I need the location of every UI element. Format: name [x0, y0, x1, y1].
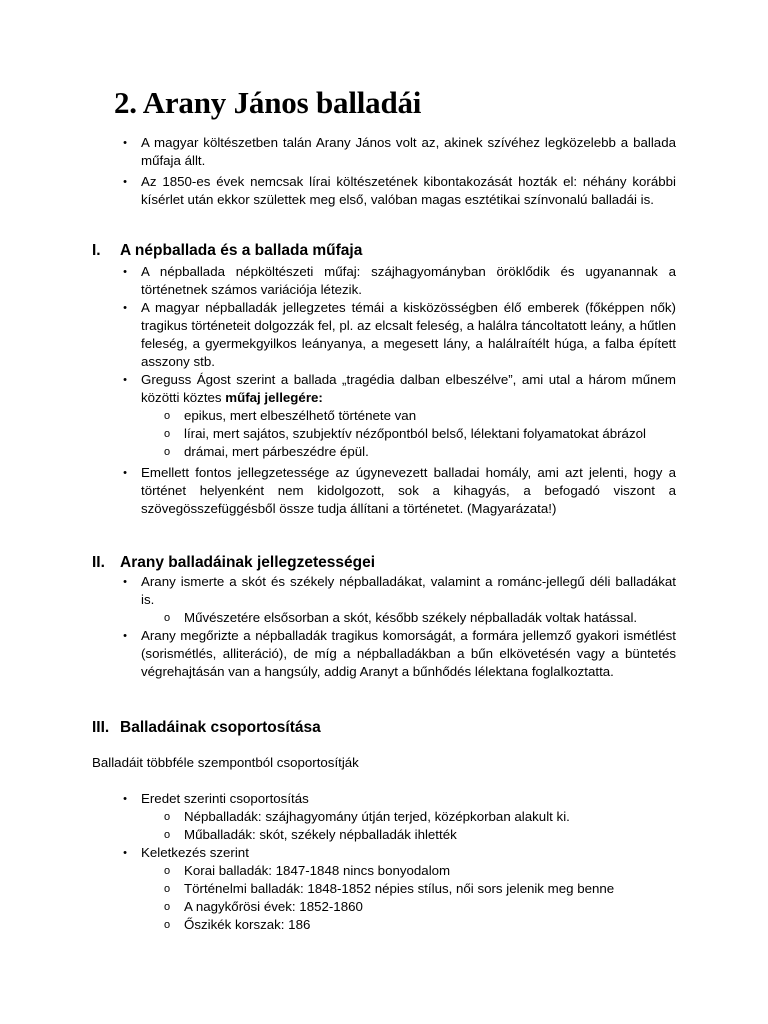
intro-list	[123, 134, 676, 209]
sub-list-item: o epikus, mert elbeszélhető története van	[163, 408, 417, 423]
section3-list	[123, 790, 676, 934]
sub-bullet-icon: o	[163, 919, 171, 931]
bullet-icon: •	[123, 302, 127, 314]
sub-list-item: o Őszikék korszak: 186	[163, 917, 311, 932]
list-item: • Greguss Ágost szerint a ballada „tragédia dalban elbeszélve”, ami utal a három műnem közötti köztes műfaj jellegére:	[141, 371, 676, 407]
list-item: • A népballada népköltészeti műfaj: szájhagyományban öröklődik és ugyanannak a történetnek számos variációja létezik.	[141, 263, 676, 299]
sub-list-item: o A nagykőrösi évek: 1852-1860	[163, 899, 363, 914]
list-item: • Emellett fontos jellegzetessége az úgynevezett balladai homály, ami azt jelenti, hogy a történet helyenként nem kidolgozott, sok a kihagyás, a befogadó viszont a szövegösszefüggésből össze tudja állítani a történetet. (Magyarázata!)	[141, 464, 676, 518]
bullet-icon: •	[123, 266, 127, 278]
section3-sublist	[163, 808, 676, 844]
list-item: • Keletkezés szerint	[141, 844, 676, 862]
list-item: • A magyar népballadák jellegzetes témái a kisközösségben élő emberek (főképpen nők) tragikus történeteit dolgozzák fel, pl. az elcsalt feleség, a halálra táncoltatott leány, a hűtlen feleség, a gyermekgyilkos leányanya, a megesett lány, a halálraítélt húga, a falba épített asszony stb.	[141, 299, 676, 371]
sub-list-item: o Korai balladák: 1847-1848 nincs bonyodalom	[163, 863, 451, 878]
sub-bullet-icon: o	[163, 446, 171, 458]
sub-bullet-icon: o	[163, 428, 171, 440]
sub-bullet-icon: o	[163, 612, 171, 624]
sub-bullet-icon: o	[163, 901, 171, 913]
sub-list-item: o lírai, mert sajátos, szubjektív nézőpontból belső, lélektani folyamatokat ábrázol	[163, 426, 646, 441]
sub-bullet-icon: o	[163, 865, 171, 877]
page-title: 2. Arany János balladái	[114, 85, 422, 120]
bold-phrase: műfaj jellegére:	[225, 390, 323, 405]
section-heading: I. A népballada és a ballada műfaja	[92, 242, 363, 259]
sub-bullet-icon: o	[163, 883, 171, 895]
section1-list	[123, 263, 676, 518]
bullet-icon: •	[123, 176, 127, 188]
sub-list-item: o Művészetére elsősorban a skót, később székely népballadák voltak hatással.	[163, 610, 638, 625]
bullet-icon: •	[123, 374, 127, 386]
bullet-icon: •	[123, 467, 127, 479]
bullet-icon: •	[123, 793, 127, 805]
section-heading: II. Arany balladáinak jellegzetességei	[92, 554, 376, 571]
list-item: • A magyar költészetben talán Arany János volt az, akinek szívéhez legközelebb a ballada műfaja állt.	[141, 134, 676, 170]
sub-list-item: o Népballadák: szájhagyomány útján terjed, középkorban alakult ki.	[163, 809, 570, 824]
bullet-icon: •	[123, 847, 127, 859]
list-item: • Eredet szerinti csoportosítás	[141, 790, 676, 808]
sub-bullet-icon: o	[163, 829, 171, 841]
bullet-icon: •	[123, 576, 127, 588]
bullet-icon: •	[123, 137, 127, 149]
section2-sublist	[163, 609, 676, 627]
bullet-icon: •	[123, 630, 127, 642]
sub-bullet-icon: o	[163, 410, 171, 422]
section1-sublist	[163, 407, 676, 461]
sub-list-item: o Műballadák: skót, székely népballadák ihlették	[163, 827, 457, 842]
list-item: • Arany megőrizte a népballadák tragikus komorságát, a formára jellemző gyakori ismétlést (sorismétlés, alliteráció), de míg a népballadákban a bűn elkövetésén vagy a büntetés végrehajtásán van a hangsúly, addig Aranyt a bűnhődés lélektana foglalkoztatta.	[141, 627, 676, 681]
sub-bullet-icon: o	[163, 811, 171, 823]
section3-intro: Balladáit többféle szempontból csoportosítják	[92, 755, 359, 770]
section2-list	[123, 573, 676, 681]
section-heading: III. Balladáinak csoportosítása	[92, 719, 321, 736]
sub-list-item: o Történelmi balladák: 1848-1852 népies stílus, női sors jelenik meg benne	[163, 881, 615, 896]
list-item: • Az 1850-es évek nemcsak lírai költészetének kibontakozását hozták el: néhány korábbi kísérlet után ekkor születtek meg első, valóban magas esztétikai színvonalú balladái is.	[141, 173, 676, 209]
sub-list-item: o drámai, mert párbeszédre épül.	[163, 444, 369, 459]
list-item: • Arany ismerte a skót és székely népballadákat, valamint a románc-jellegű déli balladákat is.	[141, 573, 676, 609]
section3-sublist	[163, 862, 676, 934]
